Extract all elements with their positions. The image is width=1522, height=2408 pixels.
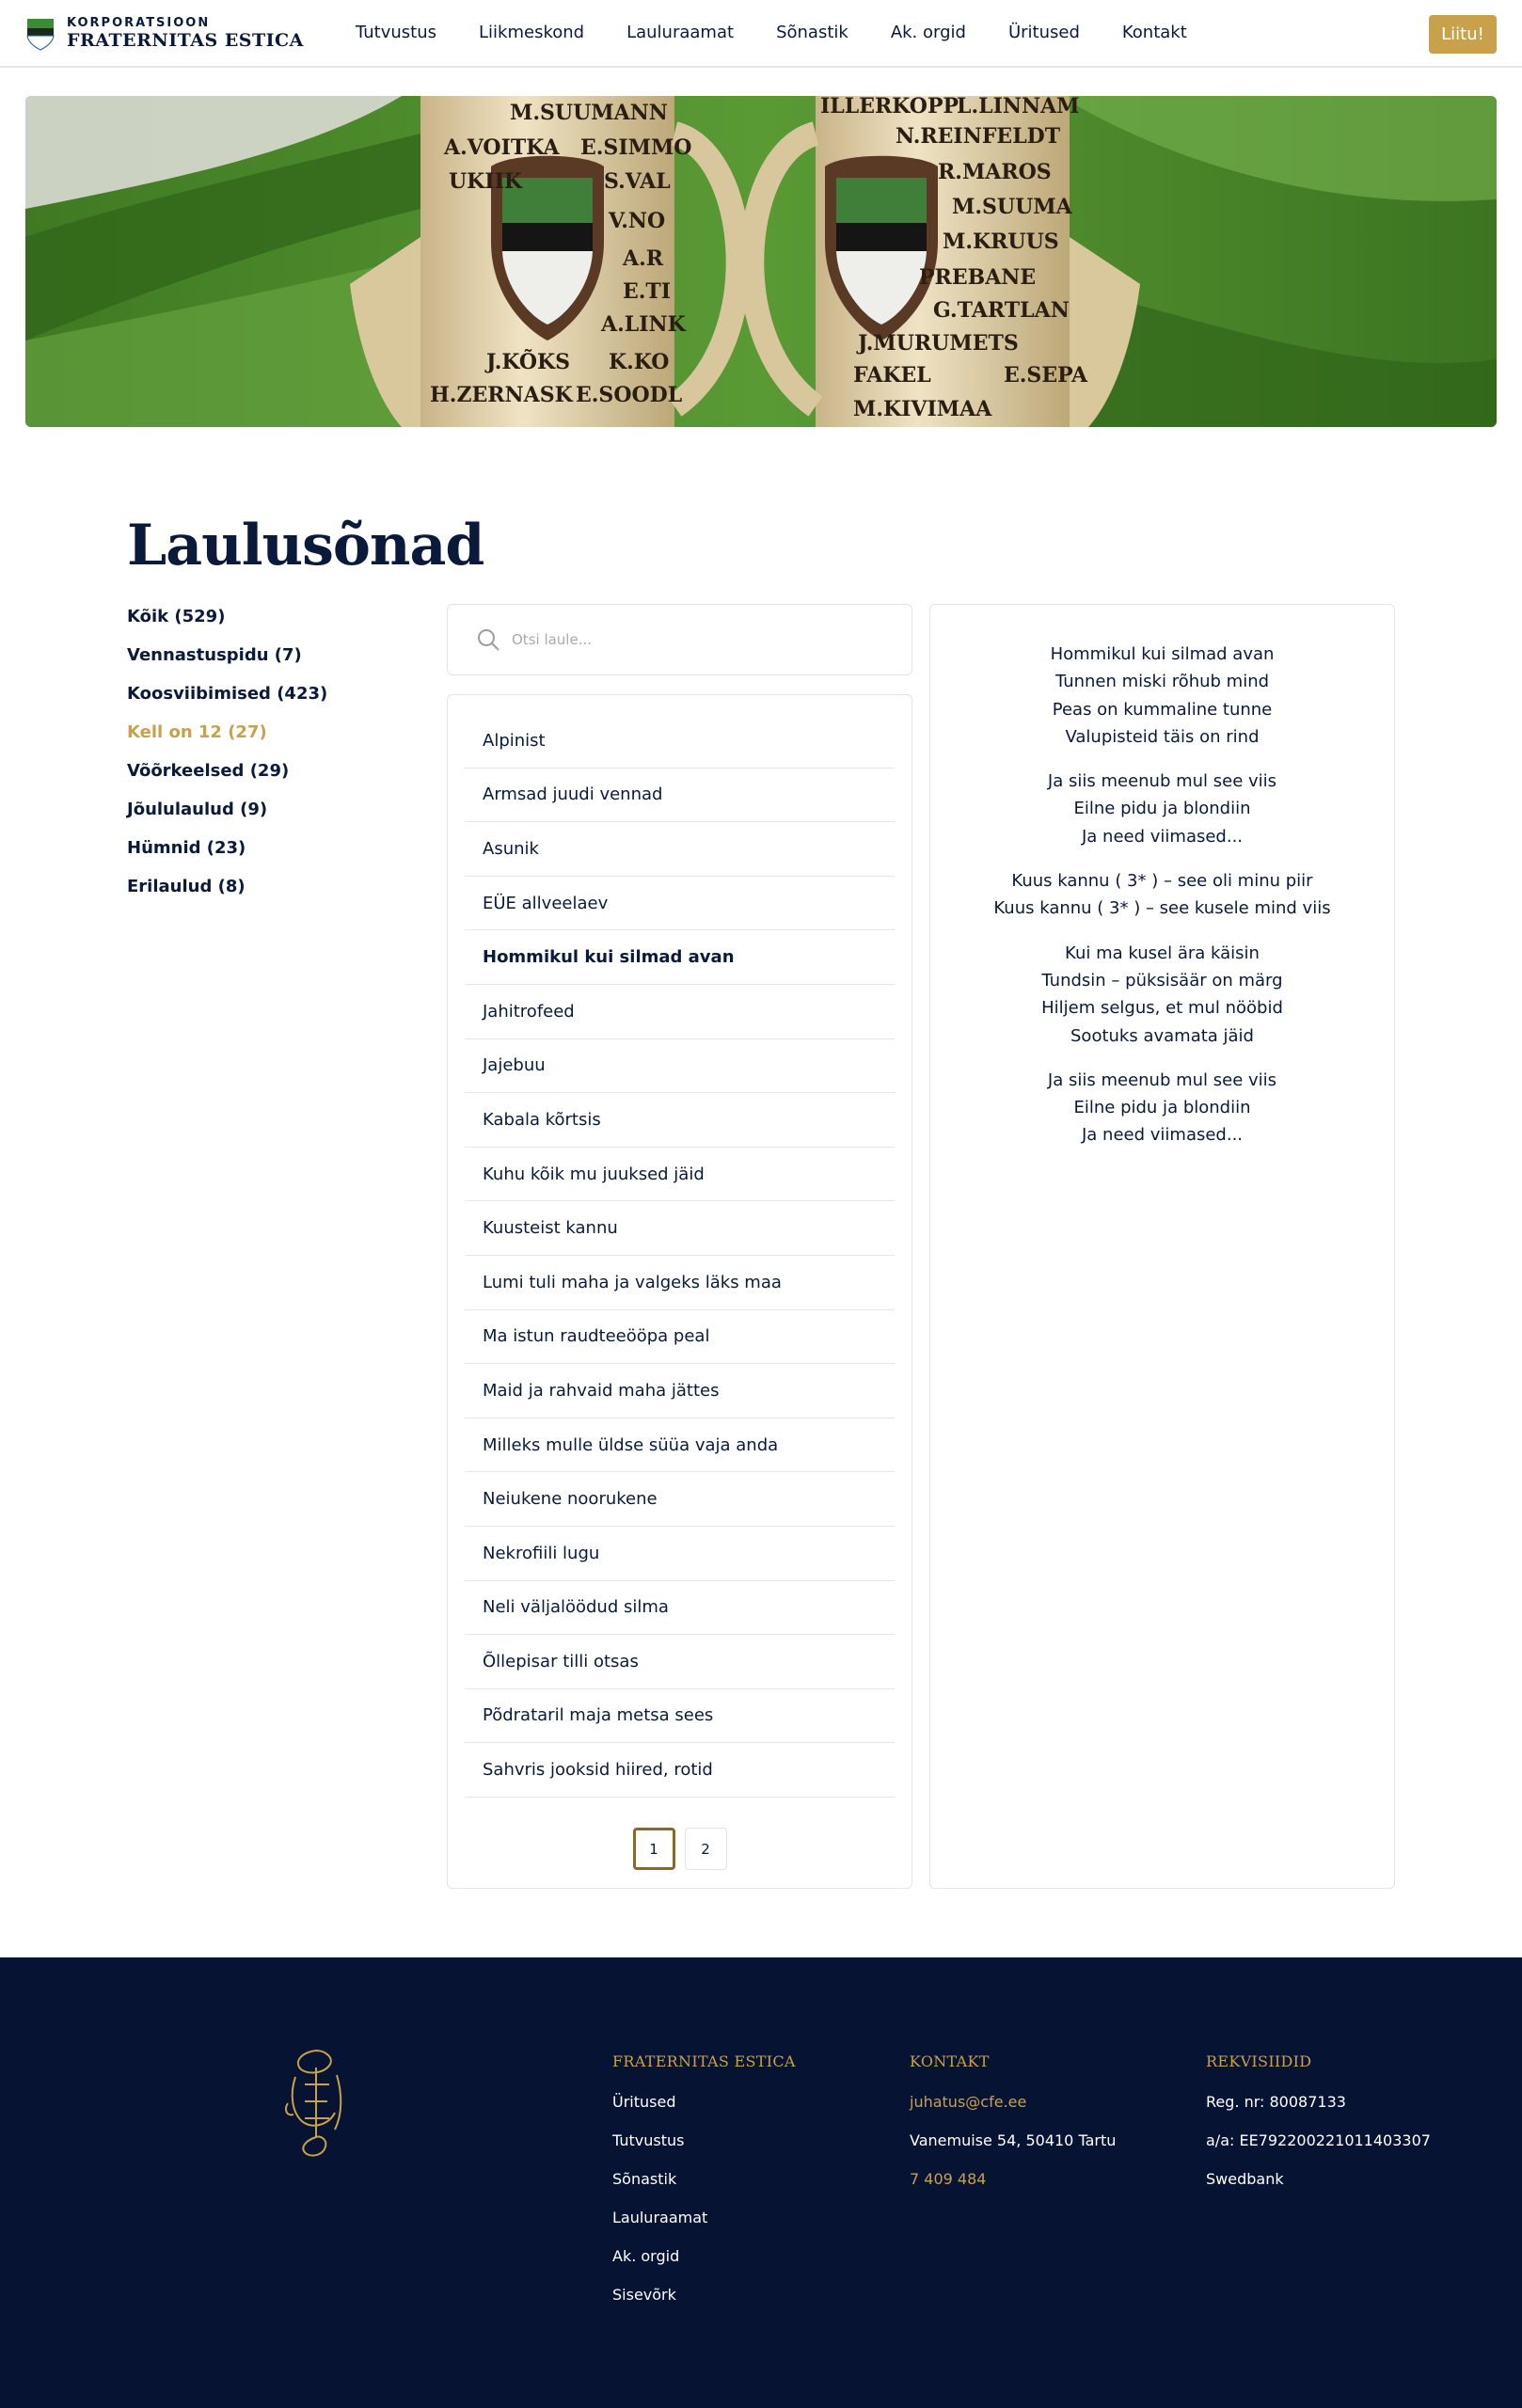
footer-reg-nr: Reg. nr: 80087133 [1206,2093,1346,2111]
song-item[interactable]: Jahitrofeed [465,985,895,1039]
song-item[interactable]: Kuhu kõik mu juuksed jäid [465,1148,895,1202]
mug-name: M.KIVIMAA [853,397,992,421]
song-item[interactable]: Neli väljalöödud silma [465,1581,895,1636]
pagination [448,1828,912,1870]
song-item[interactable]: Asunik [465,822,895,877]
mug-name: FAKEL [853,363,931,388]
footer-bank: Swedbank [1206,2170,1284,2188]
search-input[interactable] [512,631,869,648]
lyric-line: Kuus kannu ( 3* ) – see kusele mind viis [993,898,1331,919]
footer-col-title: KONTAKT [910,2052,990,2070]
mug-name: M.SUUMA [952,195,1072,219]
site-header [0,0,1522,68]
song-item[interactable]: Maid ja rahvaid maha jättes [465,1364,895,1418]
category-koosviibimised[interactable]: Koosviibimised (423) [127,684,328,704]
song-item[interactable]: Armsad juudi vennad [465,768,895,823]
lyric-line: Eilne pidu ja blondiin [1073,1098,1251,1118]
mug-name: H.ZERNASK [430,383,573,407]
footer-link-sisevork[interactable]: Sisevõrk [612,2286,676,2304]
lyric-line: Eilne pidu ja blondiin [1073,799,1251,819]
mug-name: ILLERKOPP [820,96,959,119]
lyric-line: Ja need viimased... [1081,826,1244,847]
join-button[interactable]: Liitu! [1429,15,1497,54]
hero-image [25,96,1497,427]
song-item[interactable]: Alpinist [465,714,895,768]
search-icon [476,627,500,652]
lyrics-panel [929,604,1395,1889]
lyric-line: Ja siis meenub mul see viis [1047,1069,1277,1090]
footer-email-link[interactable]: juhatus@cfe.ee [910,2093,1027,2111]
song-item-selected[interactable]: Hommikul kui silmad avan [465,930,895,985]
lyrics-stanza [930,1067,1394,1149]
lyric-line: Kuus kannu ( 3* ) – see oli minu piir [1011,871,1313,892]
category-humnid[interactable]: Hümnid (23) [127,838,246,858]
footer-address: Vanemuise 54, 50410 Tartu [910,2131,1117,2149]
category-koik[interactable]: Kõik (529) [127,607,226,626]
mug-name: A.R [623,246,664,271]
shield-logo-icon [25,17,55,51]
mug-name: E.SEPA [1004,363,1088,388]
monogram-emblem-icon [282,2047,350,2158]
mug-name: R.MAROS [938,160,1052,184]
logo-subtitle: KORPORATSIOON [67,16,211,30]
song-item[interactable]: Nekrofiili lugu [465,1527,895,1581]
lyric-line: Sootuks avamata jäid [1070,1025,1254,1046]
nav-uritused[interactable]: Üritused [1007,23,1080,42]
footer-link-tutvustus[interactable]: Tutvustus [612,2131,685,2149]
page-2-button[interactable]: 2 [685,1828,727,1870]
song-item[interactable]: Kuusteist kannu [465,1201,895,1256]
page-title: Laulusõnad [127,513,484,578]
footer-link-ak-orgid[interactable]: Ak. orgid [612,2247,680,2265]
mug-name: J.MURUMETS [858,331,1019,356]
footer-col-title: FRATERNITAS ESTICA [612,2052,796,2070]
mug-name: G.TARTLAN [933,298,1070,323]
song-item[interactable]: Põdrataril maja metsa sees [465,1689,895,1744]
mug-name: V.NO [609,209,666,233]
mug-name: UKIIK [449,169,523,194]
footer-col-title: REKVISIIDID [1206,2052,1312,2070]
main-nav [356,23,1229,42]
lyric-line: Tundsin – püksisäär on märg [1041,970,1283,990]
song-item[interactable]: Neiukene noorukene [465,1472,895,1527]
mug-name: M.SUUMANN [510,101,668,125]
category-voorkeelsed[interactable]: Võõrkeelsed (29) [127,761,290,781]
page-1-button[interactable]: 1 [633,1828,675,1870]
category-kell-on-12[interactable]: Kell on 12 (27) [127,722,267,742]
mug-name: K.KO [609,350,670,374]
mug-name: E.SOODL [576,383,683,407]
site-logo[interactable] [25,16,304,51]
mug-name: PREBANE [919,265,1037,290]
song-item[interactable]: Ma istun raudteeööpa peal [465,1310,895,1365]
category-list [127,604,327,912]
lyrics-stanza [930,867,1394,923]
category-erilaulud[interactable]: Erilaulud (8) [127,877,246,896]
song-item[interactable]: EÜE allveelaev [465,877,895,931]
mug-name: A.LINK [601,312,686,337]
lyrics-stanza [930,641,1394,751]
lyric-line: Peas on kummaline tunne [1052,699,1273,720]
mug-name: A.VOITKA [444,135,560,160]
song-item[interactable]: Lumi tuli maha ja valgeks läks maa [465,1256,895,1310]
footer-col-links [612,2052,796,2324]
song-item[interactable]: Jajebuu [465,1039,895,1094]
lyric-line: Valupisteid täis on rind [1065,726,1260,747]
song-item[interactable]: Õllepisar tilli otsas [465,1635,895,1689]
lyric-line: Ja need viimased... [1081,1125,1244,1146]
category-joululaulud[interactable]: Jõululaulud (9) [127,800,268,819]
song-search [447,604,912,675]
footer-link-lauluraamat[interactable]: Lauluraamat [612,2209,708,2226]
nav-sonastik[interactable]: Sõnastik [776,23,848,42]
nav-kontakt[interactable]: Kontakt [1121,23,1187,42]
lyrics-stanza [930,768,1394,850]
mug-name: J.KÕKS [486,350,571,374]
mug-name: E.SIMMO [580,135,692,160]
footer-link-sonastik[interactable]: Sõnastik [612,2170,677,2188]
logo-title: FRATERNITAS ESTICA [67,30,304,51]
footer-col-requisites [1206,2052,1431,2209]
footer-link-uritused[interactable]: Üritused [612,2093,676,2111]
category-vennastuspidu[interactable]: Vennastuspidu (7) [127,645,302,665]
mug-name: L.LINNAM [957,96,1080,119]
mug-name: E.TI [623,279,672,304]
mug-name: S.VAL [604,169,671,194]
lyrics-stanza [930,940,1394,1050]
site-footer [0,1957,1522,2408]
lyric-line: Kui ma kusel ära käisin [1065,943,1260,963]
footer-account: a/a: EE792200221011403307 [1206,2131,1431,2149]
lyric-line: Tunnen miski rõhub mind [1054,672,1270,692]
nav-ak-orgid[interactable]: Ak. orgid [890,23,966,42]
mug-name: N.REINFELDT [896,124,1061,149]
song-item[interactable]: Milleks mulle üldse süüa vaja anda [465,1418,895,1473]
nav-lauluraamat[interactable]: Lauluraamat [626,23,735,42]
song-item[interactable]: Kabala kõrtsis [465,1093,895,1148]
song-item[interactable]: Sahvris jooksid hiired, rotid [465,1743,895,1798]
mug-name: M.KRUUS [943,230,1059,254]
footer-phone-link[interactable]: 7 409 484 [910,2170,987,2188]
footer-col-contact [910,2052,1116,2209]
lyric-line: Ja siis meenub mul see viis [1047,771,1277,792]
nav-liikmeskond[interactable]: Liikmeskond [479,23,585,42]
nav-tutvustus[interactable]: Tutvustus [356,23,437,42]
lyric-line: Hommikul kui silmad avan [1050,644,1275,664]
song-list [447,694,912,1889]
lyric-line: Hiljem selgus, et mul nööbid [1041,998,1283,1019]
